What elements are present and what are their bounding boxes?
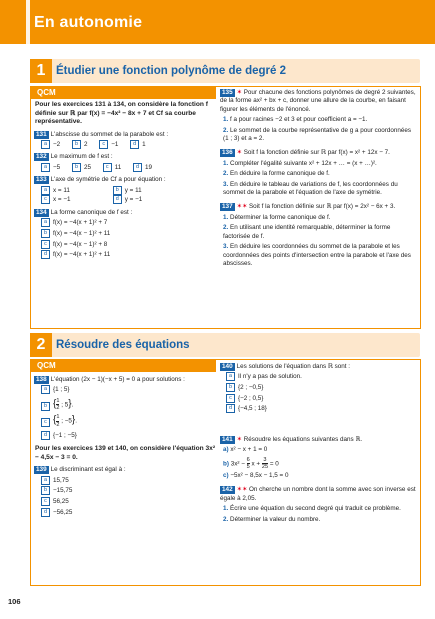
option-c[interactable]: c x = −1: [41, 195, 101, 205]
exercise-number: 142: [222, 486, 233, 494]
exercise-text: On cherche un nombre dont la somme avec son inverse est égale à 2,05.: [220, 486, 416, 502]
exercise-135: [220, 89, 416, 143]
options-139: [41, 476, 216, 517]
question-text: L'axe de symétrie de Cf a pour équation :: [50, 176, 166, 184]
question-text: L'équation (2x − 1)(−x + 5) = 0 a pour solutions :: [50, 376, 185, 383]
option-b[interactable]: b {2 ; −0,5}: [226, 383, 416, 393]
option-a[interactable]: a −2: [41, 140, 60, 150]
option-c[interactable]: c 11: [103, 163, 122, 173]
option-a[interactable]: a x = 11: [41, 186, 101, 196]
page-title: En autonomie: [34, 14, 143, 31]
qcm-column-1: [31, 87, 216, 262]
question-131: [34, 131, 216, 139]
exercise-part: 1. Écrire une équation du second degré qui traduit ce problème.: [223, 505, 401, 513]
exercise-part: 3. En déduire le tableau de variations de f, les coordonnées du sommet de la parabole et l'équation de l'axe de symétrie.: [223, 180, 398, 197]
question-text: Le discriminant est égal à :: [50, 466, 126, 474]
options-131: [41, 140, 216, 150]
page-number: 106: [8, 597, 21, 606]
qcm-label: QCM: [31, 360, 216, 372]
option-d[interactable]: d 19: [133, 163, 152, 173]
section-1-box: [30, 86, 421, 329]
exercise-part: 2. Déterminer la valeur du nombre.: [223, 515, 321, 523]
option-b[interactable]: b y = 11: [113, 186, 142, 196]
option-b[interactable]: b f(x) = −4(x − 1)² + 11: [41, 229, 216, 239]
exercise-number: 138: [36, 376, 47, 383]
question-133: [34, 176, 216, 184]
section-1-number: 1: [30, 59, 52, 83]
qcm-intro: Pour les exercices 131 à 134, on considère la fonction f définie sur ℝ par f(x) = −4x² − 8x + 7 et Cf sa courbe représentative.: [35, 101, 208, 125]
option-b[interactable]: b 2: [72, 140, 88, 150]
option-a[interactable]: a {1 ; 5}: [41, 385, 216, 395]
exercises-column-2: [220, 363, 416, 524]
exercise-number: 141: [222, 435, 233, 443]
equation-c: c) −5x² − 8,5x − 1,5 = 0: [223, 471, 289, 479]
options-134: [41, 218, 216, 259]
option-d[interactable]: d −56,25: [41, 508, 216, 518]
exercise-part: 2. Le sommet de la courbe représentative de g a pour coordonnées (1 ; 3) et a = 2.: [223, 126, 411, 143]
difficulty-star-icon: ✶: [236, 435, 242, 443]
equation-b: b) 3x² − $\frac{6}{5}$ x + $\frac{3}{25}$ = 0: [223, 456, 279, 470]
exercises-column-1: [220, 89, 416, 268]
chapter-header: [0, 0, 435, 44]
section-2-box: [30, 359, 421, 586]
exercise-part: 1. Compléter l'égalité suivante x² + 12x + … = (x + …)².: [223, 159, 377, 167]
exercise-number: 137: [222, 203, 233, 211]
question-138: [34, 376, 216, 384]
exercise-142: [220, 486, 416, 524]
question-139: [34, 466, 216, 474]
option-a[interactable]: a Il n'y a pas de solution.: [226, 372, 416, 382]
section-2-title: Résoudre des équations: [56, 339, 190, 351]
option-b[interactable]: b 25: [72, 163, 91, 173]
difficulty-stars-icon: ✶✶: [236, 203, 248, 211]
exercise-text: Pour chacune des fonctions polynômes de degré 2 suivantes, de la forme ax² + bx + c, donner une allure de la courbe, en faisant figurer les éléments de l'énoncé.: [220, 89, 416, 113]
question-text: La forme canonique de f est :: [50, 209, 133, 217]
exercise-number: 140: [222, 363, 233, 370]
exercise-number: 136: [222, 149, 233, 157]
options-140: [226, 372, 416, 413]
section-1-title: Étudier une fonction polynôme de degré 2: [56, 65, 287, 77]
exercise-part: 1. f a pour racines −2 et 3 et pour coefficient a = −1.: [223, 116, 368, 124]
exercise-number: 133: [36, 176, 47, 184]
exercise-number: 131: [36, 130, 47, 138]
option-a[interactable]: a f(x) = −4(x + 1)² + 7: [41, 218, 216, 228]
option-c[interactable]: c −1: [99, 140, 118, 150]
difficulty-star-icon: ✶: [236, 89, 242, 96]
option-d[interactable]: d 1: [130, 140, 146, 150]
exercise-text: Soit f la fonction définie sur ℝ par f(x) = x² + 12x − 7.: [243, 149, 390, 157]
question-text: Le maximum de f est :: [50, 153, 113, 161]
option-d[interactable]: d {−1 ; −5}: [41, 431, 216, 441]
exercise-text: Résoudre les équations suivantes dans ℝ.: [243, 435, 363, 443]
exercise-number: 135: [222, 89, 233, 96]
option-c[interactable]: c { $\frac{1}{2}$ ; −5}.: [41, 414, 216, 427]
qcm-column-2: [31, 360, 216, 519]
options-138: [41, 385, 216, 440]
option-a[interactable]: a −5: [41, 163, 60, 173]
option-c[interactable]: c {−2 ; 0,5}: [226, 394, 416, 404]
exercise-part: 2. En déduire la forme canonique de f.: [223, 170, 330, 178]
question-text: Les solutions de l'équation dans ℝ sont :: [236, 363, 350, 370]
question-text: L'abscisse du sommet de la parabole est :: [50, 130, 169, 138]
qcm-label: QCM: [31, 87, 216, 99]
exercise-text: Soit f la fonction définie sur ℝ par f(x) = 2x² − 6x + 3.: [248, 203, 396, 211]
option-c[interactable]: c 56,25: [41, 497, 216, 507]
qcm-intro: Pour les exercices 139 et 140, on considère l'équation 3x² − 4,5x − 3 = 0.: [35, 445, 216, 461]
option-c[interactable]: c f(x) = −4(x − 1)² + 8: [41, 240, 216, 250]
exercise-number: 139: [36, 466, 47, 474]
difficulty-star-icon: ✶: [236, 149, 242, 157]
exercise-137: [220, 203, 416, 268]
exercise-part: 1. Déterminer la forme canonique de f.: [223, 213, 331, 221]
exercise-number: 132: [36, 153, 47, 161]
exercise-part: 3. En déduire les coordonnées du sommet de la parabole et les coordonnées des points d'intersection entre la parabole et l'axe des abscisses.: [223, 243, 411, 267]
option-d[interactable]: d f(x) = −4(x + 1)² + 11: [41, 250, 216, 260]
equation-a: a) x² − x + 1 = 0: [223, 446, 268, 454]
option-d[interactable]: d y = −1: [113, 195, 143, 205]
option-b[interactable]: b −15,75: [41, 486, 216, 496]
section-2-number: 2: [30, 333, 52, 357]
question-132: [34, 153, 216, 161]
exercise-136: [220, 149, 416, 197]
question-140: [220, 363, 416, 414]
exercise-141: [220, 436, 416, 481]
options-132: [41, 163, 216, 173]
header-accent: [26, 0, 30, 44]
question-134: [34, 209, 216, 217]
option-d[interactable]: d {−4,5 ; 18}: [226, 404, 416, 414]
difficulty-stars-icon: ✶✶: [236, 486, 248, 494]
option-a[interactable]: a 15,75: [41, 476, 216, 486]
options-133: [41, 186, 216, 205]
option-b[interactable]: b { $\frac{1}{2}$ ; 5}.: [41, 398, 216, 411]
exercise-number: 134: [36, 209, 47, 217]
exercise-part: 2. En utilisant une identité remarquable, déterminer la forme factorisée de f.: [223, 224, 391, 240]
